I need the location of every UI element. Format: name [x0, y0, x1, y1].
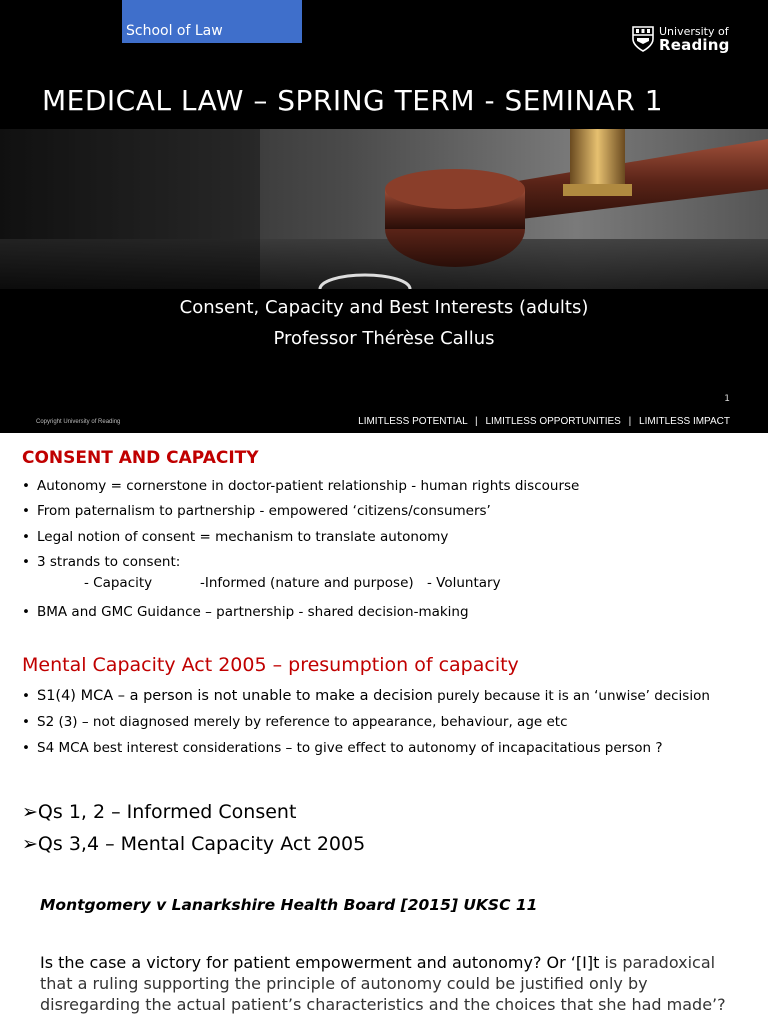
- guidance-bullet-list: [22, 600, 469, 625]
- subtitle-presenter: Professor Thérèse Callus: [273, 328, 495, 349]
- slide-title: MEDICAL LAW – SPRING TERM - SEMINAR 1: [42, 84, 664, 117]
- case-citation: Montgomery v Lanarkshire Health Board [2015] UKSC 11: [40, 896, 538, 914]
- mca-bullet-list: [22, 683, 710, 761]
- list-item: [22, 709, 710, 735]
- logo-line1: University of: [659, 25, 729, 38]
- title-slide: [0, 0, 768, 433]
- bullet-icon: •: [22, 528, 30, 545]
- list-item: [22, 600, 469, 625]
- copyright-notice: Copyright University of Reading: [36, 419, 121, 425]
- question-item-text: Qs 1, 2 – Informed Consent: [37, 801, 297, 823]
- tagline-prefix: LIMITLESS: [485, 416, 537, 427]
- tagline-separator: |: [475, 416, 478, 427]
- bullet-icon: •: [22, 740, 30, 756]
- question-list: [22, 796, 365, 860]
- bullet-icon: •: [22, 714, 30, 730]
- gavel-photo: [0, 129, 768, 289]
- list-item-text: BMA and GMC Guidance – partnership - shared decision-making: [37, 604, 469, 620]
- tagline-prefix: LIMITLESS: [639, 416, 691, 427]
- bullet-icon: •: [22, 554, 30, 571]
- consent-bullet-list: [22, 474, 579, 576]
- list-item: [22, 828, 365, 860]
- tagline: [358, 416, 730, 427]
- list-item-text: S4 MCA best interest considerations – to give effect to autonomy of incapacitatious person ?: [37, 740, 663, 756]
- subtitle-topic: Consent, Capacity and Best Interests (adults): [179, 297, 589, 318]
- strand-capacity: - Capacity: [84, 575, 153, 591]
- list-item-text: Legal notion of consent = mechanism to translate autonomy: [37, 528, 449, 545]
- section-title-mca: Mental Capacity Act 2005 – presumption of capacity: [22, 654, 519, 676]
- school-tab: [122, 0, 302, 43]
- list-item: [22, 474, 579, 499]
- list-item-text: S2 (3) – not diagnosed merely by reference to appearance, behaviour, age etc: [37, 714, 568, 730]
- question-quote: is paradoxical that a ruling supporting the principle of autonomy could be justified only by disregarding the actual patient’s characteristics and the choices that she had made’?: [40, 953, 726, 1014]
- tagline-word: POTENTIAL: [412, 416, 468, 427]
- logo-line2: Reading: [659, 36, 730, 54]
- tagline-prefix: LIMITLESS: [358, 416, 410, 427]
- list-item: [22, 735, 710, 761]
- question-item-text: Qs 3,4 – Mental Capacity Act 2005: [37, 833, 366, 855]
- consent-strands: [84, 575, 501, 591]
- list-item: [22, 683, 710, 709]
- bullet-icon: •: [22, 503, 30, 520]
- list-item: [22, 499, 579, 524]
- list-item-text: Autonomy = cornerstone in doctor-patient relationship - human rights discourse: [37, 478, 580, 494]
- bullet-icon: •: [22, 478, 30, 494]
- tagline-word: IMPACT: [692, 416, 730, 427]
- tagline-separator: |: [628, 416, 632, 427]
- section-title-consent: CONSENT AND CAPACITY: [22, 448, 259, 468]
- list-item: [22, 550, 579, 575]
- strand-voluntary: - Voluntary: [427, 575, 501, 591]
- arrow-bullet-icon: ➢: [22, 801, 38, 823]
- list-item: [22, 525, 579, 550]
- arrow-bullet-icon: ➢: [22, 833, 38, 855]
- list-item-text: From paternalism to partnership - empowered ‘citizens/consumers’: [37, 503, 491, 520]
- list-item-text: S1(4) MCA – a person is not unable to make a decision: [37, 688, 433, 704]
- bullet-icon: •: [22, 688, 30, 704]
- list-item: [22, 796, 365, 828]
- university-logo: [631, 26, 735, 54]
- list-item-text: 3 strands to consent:: [37, 554, 181, 571]
- bullet-icon: •: [22, 604, 30, 620]
- content-slide: [0, 433, 768, 1024]
- school-tab-label: School of Law: [126, 23, 223, 39]
- tagline-word: OPPORTUNITIES: [539, 416, 621, 427]
- strand-informed: -Informed (nature and purpose): [200, 575, 414, 591]
- discussion-question: [40, 952, 730, 1015]
- question-text: Is the case a victory for patient empowerment and autonomy? Or ‘[I]t: [40, 953, 600, 972]
- slide-number: 1: [724, 394, 730, 404]
- university-crest-icon: [631, 26, 655, 52]
- list-item-text: purely because it is an ‘unwise’ decision: [432, 688, 710, 704]
